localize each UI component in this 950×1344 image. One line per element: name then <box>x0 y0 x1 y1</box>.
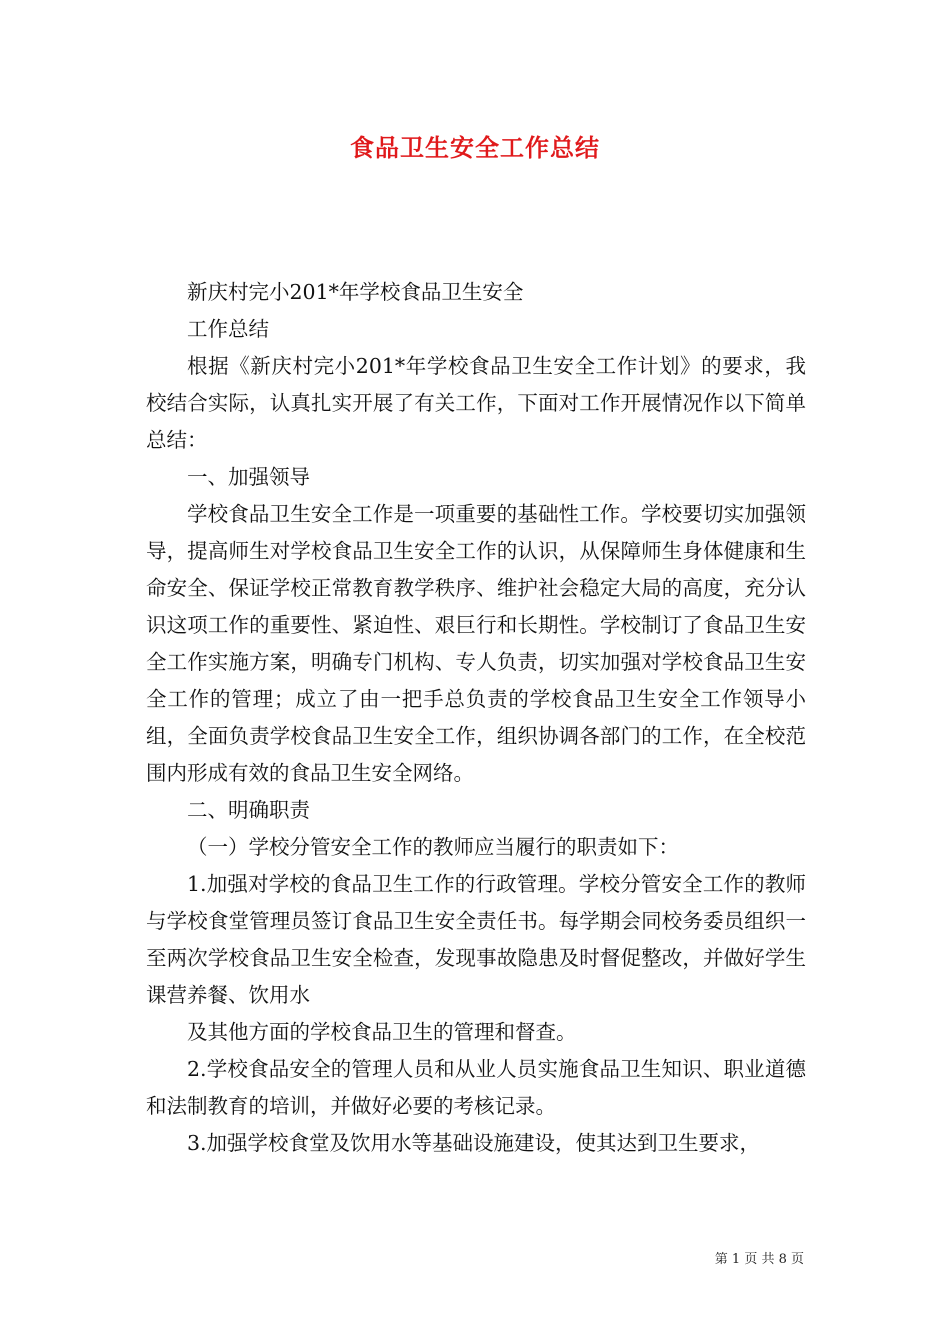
paragraph: 学校食品卫生安全工作是一项重要的基础性工作。学校要切实加强领导，提高师生对学校食品卫生安全工作的认识，从保障师生身体健康和生命安全、保证学校正常教育教学秩序、维护社会稳定大局的高度，充分认识这项工作的重要性、紧迫性、艰巨行和长期性。学校制订了食品卫生安全工作实施方案，明确专门机构、专人负责，切实加强对学校食品卫生安全工作的管理；成立了由一把手总负责的学校食品卫生安全工作领导小组，全面负责学校食品卫生安全工作，组织协调各部门的工作，在全校范围内形成有效的食品卫生安全网络。 <box>146 502 806 785</box>
subsection-heading: （一）学校分管安全工作的教师应当履行的职责如下： <box>187 835 679 859</box>
document-title: 食品卫生安全工作总结 <box>350 134 600 162</box>
paragraph: 3.加强学校食堂及饮用水等基础设施建设，使其达到卫生要求， <box>187 1131 761 1155</box>
document-body <box>146 274 806 1162</box>
paragraph-continuation: 及其他方面的学校食品卫生的管理和督查。 <box>187 1020 577 1044</box>
paragraph: 1.加强对学校的食品卫生工作的行政管理。学校分管安全工作的教师与学校食堂管理员签订食品卫生安全责任书。每学期会同校务委员组织一至两次学校食品卫生安全检查，发现事故隐患及时督促整改，并做好学生课营养餐、饮用水 <box>146 872 806 1007</box>
paragraph: 2.学校食品安全的管理人员和从业人员实施食品卫生知识、职业道德和法制教育的培训，并做好必要的考核记录。 <box>146 1057 806 1118</box>
paragraph: 新庆村完小201*年学校食品卫生安全 <box>187 280 524 304</box>
section-heading: 一、加强领导 <box>187 465 310 489</box>
page-number: 第 1 页 共 8 页 <box>714 1252 804 1267</box>
section-heading: 二、明确职责 <box>187 798 310 822</box>
paragraph: 根据《新庆村完小201*年学校食品卫生安全工作计划》的要求，我校结合实际，认真扎实开展了有关工作，下面对工作开展情况作以下简单总结： <box>146 354 806 452</box>
paragraph: 工作总结 <box>187 317 269 341</box>
